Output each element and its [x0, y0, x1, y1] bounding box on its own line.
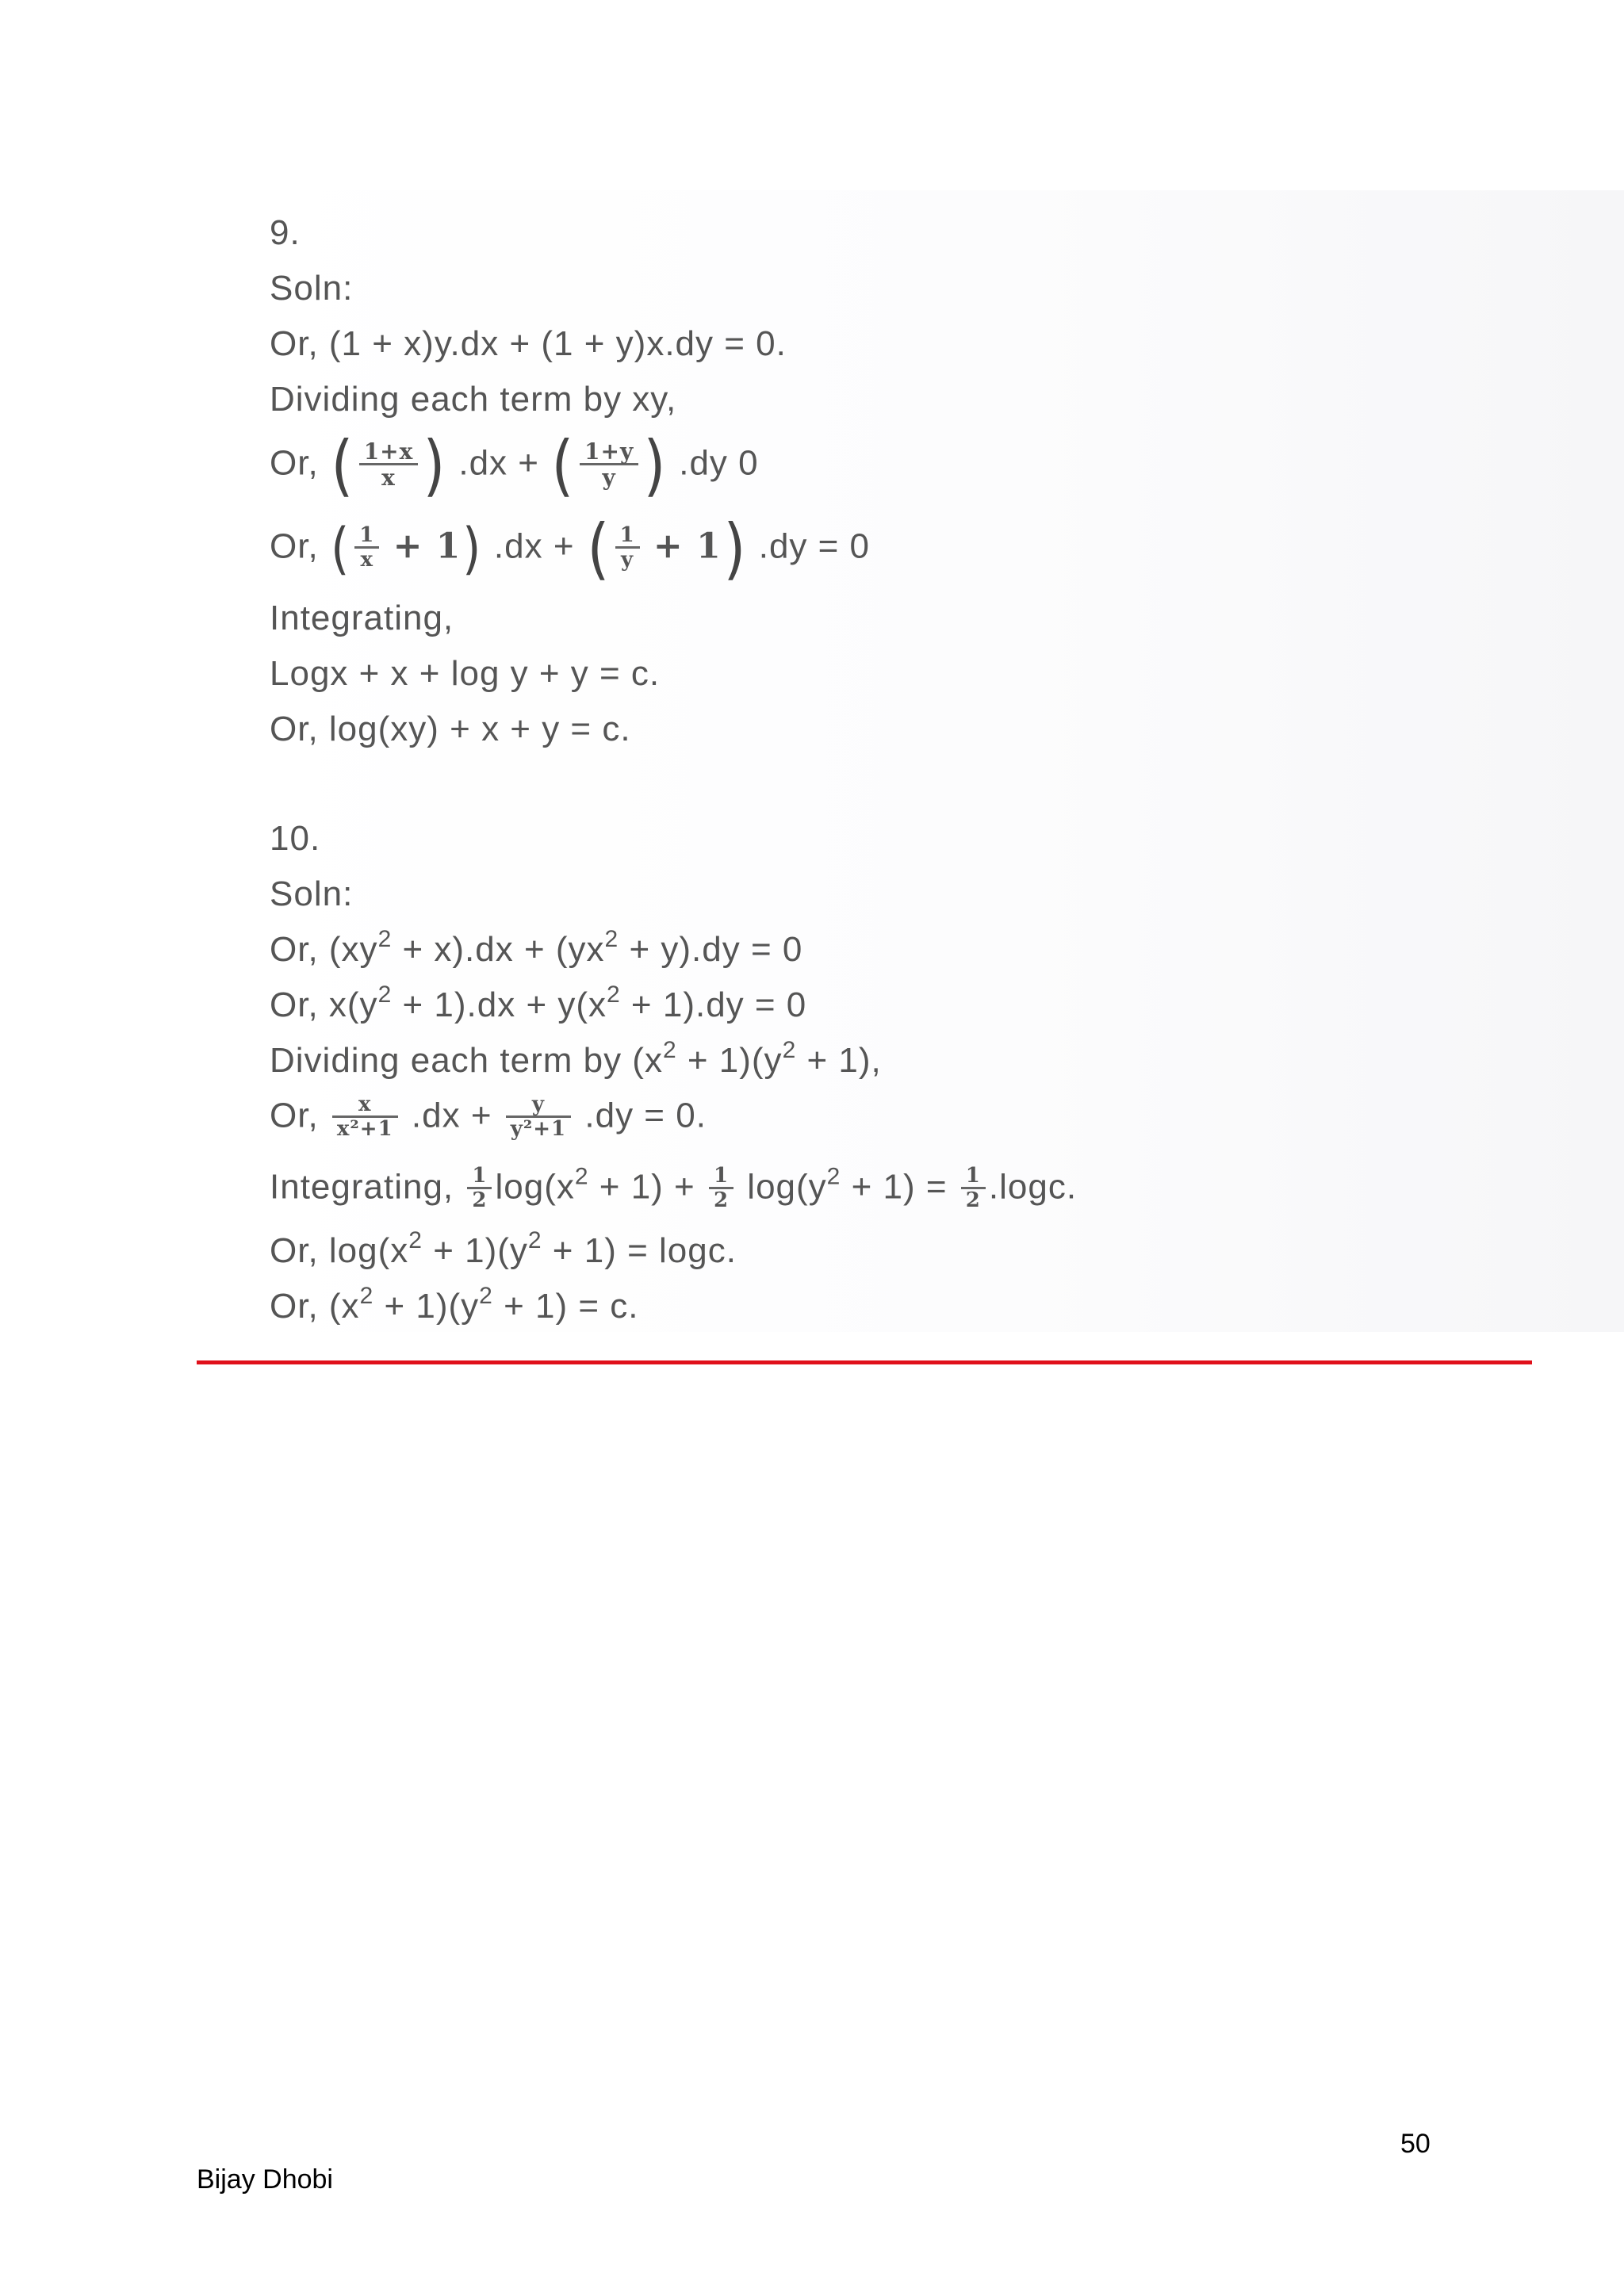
- line-prefix: Or,: [270, 1096, 319, 1135]
- fraction-numerator: 1: [359, 522, 375, 547]
- exponent: 2: [604, 926, 619, 952]
- page-number: 50: [1400, 2129, 1431, 2159]
- fraction-numerator: 1: [619, 522, 635, 547]
- problem-10-line-3: [270, 1037, 882, 1080]
- problem-9-line-6: Logx + x + log y + y = c.: [270, 654, 661, 693]
- exponent: 2: [607, 982, 621, 1008]
- right-paren: ): [643, 427, 667, 504]
- fraction-numerator: 1: [472, 1164, 488, 1188]
- problem-10-line-5: [270, 1165, 1077, 1213]
- fraction-numerator: x: [358, 1093, 372, 1116]
- text-segment: Or, log(x: [270, 1231, 409, 1270]
- left-paren: (: [587, 510, 611, 587]
- exponent: 2: [377, 926, 393, 952]
- text-segment: + 1) +: [588, 1167, 695, 1207]
- fraction-numerator: y: [531, 1093, 546, 1116]
- fraction: [354, 522, 379, 572]
- problem-10-line-4: [270, 1094, 707, 1142]
- half-fraction: [961, 1165, 986, 1213]
- line-middle: .dx +: [411, 1096, 492, 1135]
- problem-10-line-1: [270, 926, 803, 969]
- exponent: 2: [479, 1283, 493, 1309]
- problem-10-line-6: [270, 1227, 737, 1270]
- fraction: [615, 522, 640, 572]
- author-name: Bijay Dhobi: [197, 2164, 333, 2195]
- fraction-denominator: 2: [961, 1187, 986, 1213]
- left-paren: (: [331, 516, 350, 581]
- exponent: 2: [782, 1037, 797, 1063]
- line-suffix: .dy = 0.: [584, 1096, 707, 1135]
- text-segment: + 1)(y: [373, 1287, 480, 1326]
- line-suffix: .dy 0: [679, 443, 759, 483]
- plus-one: + 1: [393, 526, 462, 567]
- half-fraction: [709, 1165, 733, 1213]
- fraction-denominator: y²+1: [506, 1115, 571, 1142]
- line-prefix: Or,: [270, 443, 319, 483]
- problem-10-number: 10.: [270, 819, 321, 858]
- problem-10-line-7: [270, 1283, 639, 1326]
- problem-9-line-3: [270, 427, 759, 504]
- line-suffix: .dy = 0: [758, 526, 871, 566]
- exponent: 2: [359, 1283, 374, 1309]
- text-segment: + x).dx + (yx: [392, 930, 605, 969]
- left-paren: (: [551, 427, 575, 504]
- exponent: 2: [662, 1037, 677, 1063]
- exponent: 2: [826, 1163, 841, 1190]
- fraction-denominator: y: [580, 463, 638, 491]
- red-divider: [197, 1360, 1532, 1364]
- line-prefix: Or,: [270, 526, 319, 566]
- fraction-numerator: 1: [965, 1164, 981, 1188]
- fraction-denominator: x: [354, 546, 379, 572]
- fraction: [506, 1094, 571, 1142]
- fraction-denominator: x: [359, 463, 419, 491]
- fraction-numerator: 1+y: [584, 438, 634, 465]
- problem-9-line-5: Integrating,: [270, 599, 454, 637]
- text-segment: + 1),: [796, 1041, 882, 1080]
- fraction-denominator: x²+1: [332, 1115, 398, 1142]
- exponent: 2: [377, 982, 393, 1008]
- fraction-numerator: 1+x: [363, 438, 414, 465]
- problem-10-line-2: [270, 982, 807, 1024]
- fraction-denominator: 2: [709, 1187, 733, 1213]
- text-segment: Or, (x: [270, 1287, 360, 1326]
- text-segment: + 1) = c.: [492, 1287, 639, 1326]
- right-paren: ): [723, 510, 746, 587]
- right-paren: ): [423, 427, 446, 504]
- text-segment: + 1).dx + y(x: [392, 985, 607, 1024]
- text-segment: + 1) =: [841, 1167, 948, 1207]
- text-segment: Dividing each term by (x: [270, 1041, 663, 1080]
- line-prefix: Integrating,: [270, 1167, 454, 1207]
- half-fraction: [467, 1165, 492, 1213]
- left-paren: (: [331, 427, 354, 504]
- text-segment: log(y: [747, 1167, 827, 1207]
- problem-9-line-1: Or, (1 + x)y.dx + (1 + y)x.dy = 0.: [270, 324, 787, 363]
- text-segment: + 1).dy = 0: [620, 985, 807, 1024]
- exponent: 2: [527, 1227, 542, 1253]
- plus-one: + 1: [653, 526, 722, 567]
- fraction: [332, 1094, 398, 1142]
- text-segment: + y).dy = 0: [619, 930, 803, 969]
- text-segment: Or, x(y: [270, 985, 378, 1024]
- text-segment: .logc.: [988, 1167, 1078, 1207]
- fraction-numerator: 1: [713, 1164, 730, 1188]
- fraction: [580, 440, 638, 492]
- problem-10-soln-label: Soln:: [270, 874, 354, 913]
- exponent: 2: [574, 1163, 589, 1190]
- problem-9-number: 9.: [270, 213, 301, 252]
- fraction-denominator: y: [615, 546, 640, 572]
- problem-9-soln-label: Soln:: [270, 269, 354, 308]
- text-segment: + 1) = logc.: [542, 1231, 737, 1270]
- line-middle: .dx +: [458, 443, 539, 483]
- right-paren: ): [462, 516, 482, 581]
- fraction: [359, 440, 419, 492]
- problem-9-line-7: Or, log(xy) + x + y = c.: [270, 710, 631, 748]
- text-segment: + 1)(y: [676, 1041, 783, 1080]
- problem-9-line-4: [270, 510, 871, 587]
- line-middle: .dx +: [493, 526, 575, 566]
- problem-9-line-2: Dividing each term by xy,: [270, 380, 677, 419]
- text-segment: log(x: [495, 1167, 575, 1207]
- fraction-denominator: 2: [467, 1187, 492, 1213]
- exponent: 2: [408, 1227, 423, 1253]
- text-segment: Or, (xy: [270, 930, 378, 969]
- text-segment: + 1)(y: [422, 1231, 528, 1270]
